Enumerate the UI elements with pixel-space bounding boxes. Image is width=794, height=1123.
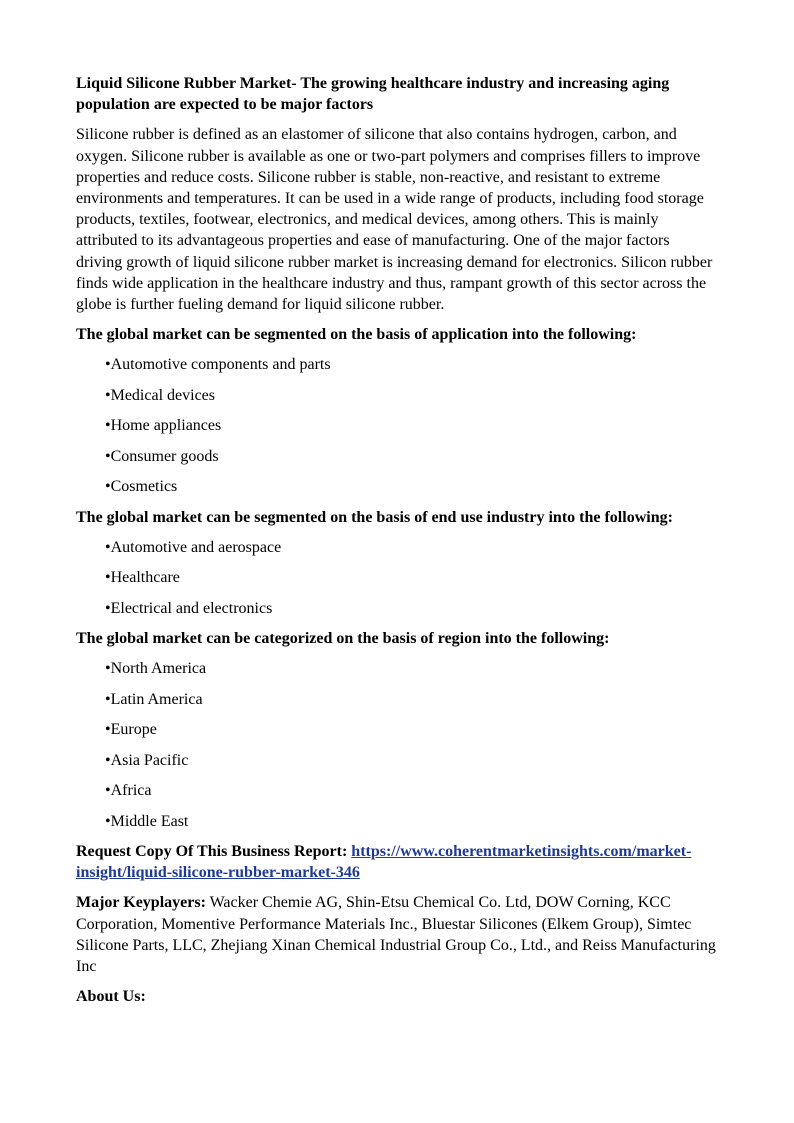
report-link[interactable]: https://www.coherentmarketinsights.com/market-insight/liquid-silicone-rubber-market-346 (76, 842, 692, 882)
end-use-segment-heading: The global market can be segmented on the basis of end use industry into the following: (76, 508, 673, 526)
list-item: •Asia Pacific (105, 751, 189, 769)
list-item: •Latin America (105, 690, 203, 708)
intro-paragraph: Silicone rubber is defined as an elastomer of silicone that also contains hydrogen, carbon, and oxygen. Silicone rubber is available as one or two-part polymers and comprises fillers to improve properties and reduce costs. Silicone rubber is stable, non-reactive, and resistant to extreme environments and temperatures. It can be used in a wide range of products, including food storage products, textiles, footwear, electronics, and medical devices, among others. This is mainly attributed to its advantageous properties and ease of manufacturing. One of the major factors driving growth of liquid silicone rubber market is increasing demand for electronics. Silicon rubber finds wide application in the healthcare industry and thus, rampant growth of this sector across the globe is further fueling demand for liquid silicone rubber. (76, 126, 713, 314)
document-page (76, 73, 718, 1016)
end-use-segment-list (76, 537, 718, 619)
list-item: •Home appliances (105, 417, 222, 435)
key-players-text: Wacker Chemie AG, Shin-Etsu Chemical Co. Ltd, DOW Corning, KCC Corporation, Momentive Performance Materials Inc., Bluestar Silicones (Elkem Group), Simtec Silicone Parts, LLC, Zhejiang Xinan Chemical Industrial Group Co., Ltd., and Reiss Manufacturing Inc (76, 894, 716, 975)
list-item: •Middle East (105, 812, 189, 830)
key-players-paragraph (76, 892, 718, 977)
list-item: •Cosmetics (105, 478, 178, 496)
request-copy-label: Request Copy Of This Business Report: (76, 842, 348, 860)
list-item: •Medical devices (105, 386, 215, 404)
list-item: •Europe (105, 721, 157, 739)
list-item: •North America (105, 660, 207, 678)
about-us-heading: About Us: (76, 988, 146, 1006)
list-item: •Africa (105, 782, 152, 800)
region-segment-list (76, 658, 718, 832)
request-copy-line (76, 841, 718, 883)
application-segment-heading: The global market can be segmented on the basis of application into the following: (76, 326, 637, 344)
key-players-label: Major Keyplayers: (76, 894, 206, 912)
document-title: Liquid Silicone Rubber Market- The growing healthcare industry and increasing aging population are expected to be major factors (76, 75, 670, 114)
list-item: •Automotive and aerospace (105, 538, 282, 556)
list-item: •Healthcare (105, 569, 180, 587)
list-item: •Consumer goods (105, 447, 219, 465)
application-segment-list (76, 354, 718, 497)
list-item: •Automotive components and parts (105, 356, 331, 374)
region-segment-heading: The global market can be categorized on the basis of region into the following: (76, 630, 610, 648)
list-item: •Electrical and electronics (105, 599, 273, 617)
